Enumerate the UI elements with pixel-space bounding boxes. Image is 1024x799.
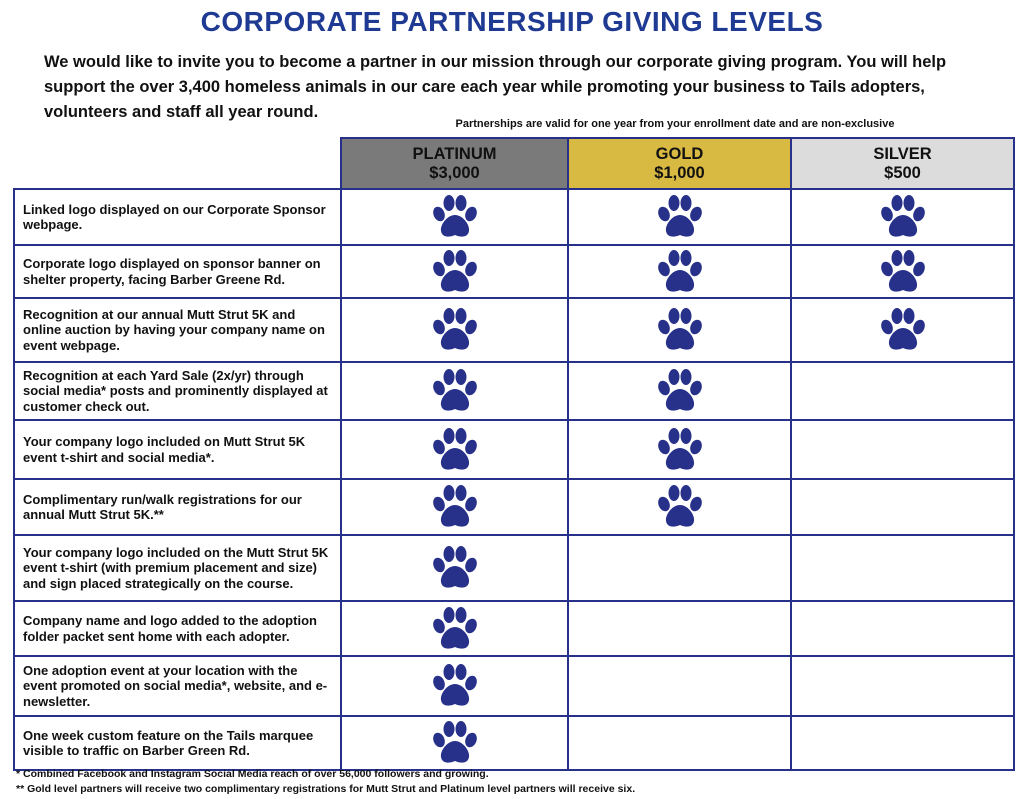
paw-icon (431, 307, 479, 353)
benefit-row (14, 362, 1014, 420)
benefit-row (14, 656, 1014, 716)
benefit-cell-silver (791, 245, 1014, 298)
paw-icon (431, 194, 479, 240)
benefit-cell-platinum (341, 245, 568, 298)
paw-icon (656, 427, 704, 473)
header-corner (14, 138, 341, 189)
benefit-cell-platinum (341, 189, 568, 245)
level-name: SILVER (873, 144, 932, 163)
benefit-cell-gold (568, 479, 791, 535)
benefit-text: Your company logo included on the Mutt Strut 5K event t-shirt (with premium placement and size) and sign placed strategically on the course. (14, 535, 341, 601)
benefit-cell-gold (568, 601, 791, 656)
benefit-row (14, 245, 1014, 298)
benefit-text: Linked logo displayed on our Corporate Sponsor webpage. (14, 189, 341, 245)
level-price: $500 (884, 163, 921, 182)
benefit-text: One adoption event at your location with the event promoted on social media*, website, and e-newsletter. (14, 656, 341, 716)
benefit-cell-platinum (341, 601, 568, 656)
paw-icon (431, 368, 479, 414)
paw-icon (656, 368, 704, 414)
paw-icon (431, 427, 479, 473)
level-header-silver (791, 138, 1014, 189)
footnote-registrations: ** Gold level partners will receive two complimentary registrations for Mutt Strut and Platinum level partners will receive six. (16, 783, 636, 795)
giving-levels-table (13, 137, 1015, 771)
benefit-row (14, 189, 1014, 245)
level-name: GOLD (655, 144, 704, 163)
validity-note: Partnerships are valid for one year from your enrollment date and are non-exclusive (455, 118, 895, 130)
benefit-text: Corporate logo displayed on sponsor banner on shelter property, facing Barber Greene Rd. (14, 245, 341, 298)
footnotes (16, 767, 1016, 797)
benefit-cell-gold (568, 245, 791, 298)
benefit-cell-gold (568, 716, 791, 770)
benefit-cell-silver (791, 601, 1014, 656)
benefit-text: Company name and logo added to the adoption folder packet sent home with each adopter. (14, 601, 341, 656)
levels-header-row (14, 138, 1014, 189)
benefit-cell-platinum (341, 716, 568, 770)
benefit-cell-silver (791, 535, 1014, 601)
paw-icon (431, 484, 479, 530)
benefit-cell-gold (568, 189, 791, 245)
benefit-cell-silver (791, 656, 1014, 716)
level-name: PLATINUM (412, 144, 497, 163)
benefit-cell-gold (568, 298, 791, 362)
benefit-cell-silver (791, 189, 1014, 245)
benefit-cell-platinum (341, 535, 568, 601)
benefit-cell-silver (791, 479, 1014, 535)
paw-icon (431, 720, 479, 766)
intro-paragraph: We would like to invite you to become a partner in our mission through our corporate giving program. You will help support the over 3,400 homeless animals in our care each year while promoting your business to Tails adopters, volunteers and staff all year round. (44, 53, 947, 121)
benefit-row (14, 420, 1014, 479)
level-header-platinum (341, 138, 568, 189)
benefit-row (14, 716, 1014, 770)
benefit-cell-silver (791, 420, 1014, 479)
benefit-row (14, 535, 1014, 601)
level-price: $1,000 (654, 163, 705, 182)
paw-icon (431, 606, 479, 652)
benefit-cell-silver (791, 362, 1014, 420)
paw-icon (879, 307, 927, 353)
benefit-cell-silver (791, 716, 1014, 770)
benefit-row (14, 479, 1014, 535)
paw-icon (656, 249, 704, 295)
benefit-cell-gold (568, 535, 791, 601)
benefit-cell-gold (568, 420, 791, 479)
footnote-social-reach: * Combined Facebook and Instagram Social Media reach of over 56,000 followers and growing. (16, 768, 489, 780)
paw-icon (431, 249, 479, 295)
paw-icon (879, 194, 927, 240)
benefit-text: One week custom feature on the Tails marquee visible to traffic on Barber Green Rd. (14, 716, 341, 770)
paw-icon (656, 484, 704, 530)
benefit-cell-platinum (341, 298, 568, 362)
benefit-cell-platinum (341, 420, 568, 479)
benefit-row (14, 601, 1014, 656)
page-title: CORPORATE PARTNERSHIP GIVING LEVELS (200, 6, 824, 37)
benefit-text: Recognition at each Yard Sale (2x/yr) through social media* posts and prominently displayed at customer check out. (14, 362, 341, 420)
benefit-cell-platinum (341, 656, 568, 716)
benefit-cell-silver (791, 298, 1014, 362)
benefit-cell-platinum (341, 362, 568, 420)
paw-icon (431, 545, 479, 591)
paw-icon (656, 194, 704, 240)
level-price: $3,000 (429, 163, 480, 182)
benefit-cell-platinum (341, 479, 568, 535)
benefit-text: Complimentary run/walk registrations for our annual Mutt Strut 5K.** (14, 479, 341, 535)
benefit-text: Recognition at our annual Mutt Strut 5K and online auction by having your company name on event webpage. (14, 298, 341, 362)
benefit-cell-gold (568, 362, 791, 420)
paw-icon (656, 307, 704, 353)
benefit-cell-gold (568, 656, 791, 716)
paw-icon (879, 249, 927, 295)
benefit-text: Your company logo included on Mutt Strut 5K event t-shirt and social media*. (14, 420, 341, 479)
benefit-row (14, 298, 1014, 362)
paw-icon (431, 663, 479, 709)
level-header-gold (568, 138, 791, 189)
